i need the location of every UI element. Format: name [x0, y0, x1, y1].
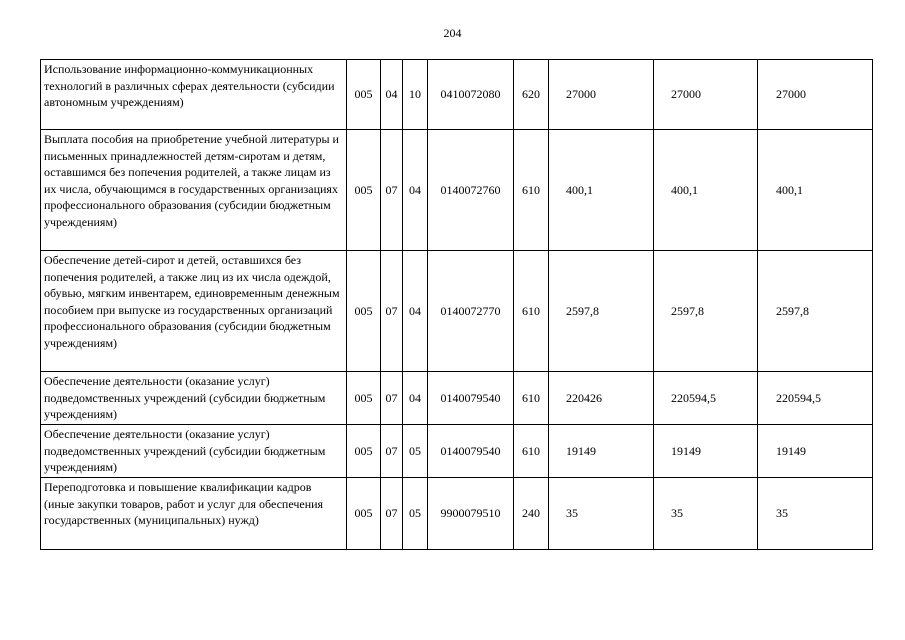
- page-number: 204: [443, 26, 462, 40]
- amount-2: 19149: [654, 425, 758, 478]
- target-article-code: 0140072760: [428, 130, 514, 251]
- amount-3: 35: [758, 478, 873, 550]
- amount-2: 35: [654, 478, 758, 550]
- target-article-code: 0140072770: [428, 251, 514, 372]
- subsection-code: 04: [403, 251, 428, 372]
- subsection-code: 04: [403, 372, 428, 425]
- section-code: 07: [381, 425, 403, 478]
- section-code: 07: [381, 130, 403, 251]
- section-code: 07: [381, 372, 403, 425]
- target-article-code: 9900079510: [428, 478, 514, 550]
- target-article-code: 0140079540: [428, 372, 514, 425]
- budget-table: [40, 59, 873, 550]
- amount-3: 19149: [758, 425, 873, 478]
- table-row: [41, 60, 873, 130]
- grbs-code: 005: [347, 478, 381, 550]
- amount-2: 2597,8: [654, 251, 758, 372]
- amount-1: 400,1: [549, 130, 654, 251]
- row-name: Переподготовка и повышение квалификации кадров (иные закупки товаров, работ и услуг для обеспечения государственных (муниципальных) нужд): [41, 478, 347, 550]
- amount-2: 27000: [654, 60, 758, 130]
- amount-2: 220594,5: [654, 372, 758, 425]
- expense-type-code: 620: [514, 60, 549, 130]
- table-row: [41, 478, 873, 550]
- subsection-code: 05: [403, 478, 428, 550]
- section-code: 07: [381, 478, 403, 550]
- amount-1: 27000: [549, 60, 654, 130]
- amount-3: 27000: [758, 60, 873, 130]
- grbs-code: 005: [347, 425, 381, 478]
- grbs-code: 005: [347, 251, 381, 372]
- expense-type-code: 610: [514, 425, 549, 478]
- expense-type-code: 610: [514, 372, 549, 425]
- grbs-code: 005: [347, 60, 381, 130]
- amount-1: 35: [549, 478, 654, 550]
- table-row: [41, 372, 873, 425]
- amount-1: 220426: [549, 372, 654, 425]
- subsection-code: 05: [403, 425, 428, 478]
- section-code: 07: [381, 251, 403, 372]
- amount-3: 220594,5: [758, 372, 873, 425]
- row-name: Обеспечение деятельности (оказание услуг) подведомственных учреждений (субсидии бюджетным учреждениям): [41, 425, 347, 478]
- row-name: Выплата пособия на приобретение учебной литературы и письменных принадлежностей детям-сиротам и детям, оставшимся без попечения родителей, а также лицам из их числа, обучающимся в государственных организациях профессионального образования (субсидии бюджетным учреждениям): [41, 130, 347, 251]
- table-row: [41, 130, 873, 251]
- amount-1: 19149: [549, 425, 654, 478]
- section-code: 04: [381, 60, 403, 130]
- row-name: Использование информационно-коммуникационных технологий в различных сферах деятельности (субсидии автономным учреждениям): [41, 60, 347, 130]
- expense-type-code: 240: [514, 478, 549, 550]
- expense-type-code: 610: [514, 251, 549, 372]
- grbs-code: 005: [347, 130, 381, 251]
- subsection-code: 10: [403, 60, 428, 130]
- row-name: Обеспечение деятельности (оказание услуг) подведомственных учреждений (субсидии бюджетным учреждениям): [41, 372, 347, 425]
- amount-3: 400,1: [758, 130, 873, 251]
- amount-3: 2597,8: [758, 251, 873, 372]
- expense-type-code: 610: [514, 130, 549, 251]
- row-name: Обеспечение детей-сирот и детей, оставшихся без попечения родителей, а также лиц из их числа одеждой, обувью, мягким инвентарем, единовременным денежным пособием при выпуске из государственных организаций профессионального образования (субсидии бюджетным учреждениям): [41, 251, 347, 372]
- table-row: [41, 425, 873, 478]
- amount-2: 400,1: [654, 130, 758, 251]
- subsection-code: 04: [403, 130, 428, 251]
- amount-1: 2597,8: [549, 251, 654, 372]
- table-row: [41, 251, 873, 372]
- target-article-code: 0410072080: [428, 60, 514, 130]
- grbs-code: 005: [347, 372, 381, 425]
- target-article-code: 0140079540: [428, 425, 514, 478]
